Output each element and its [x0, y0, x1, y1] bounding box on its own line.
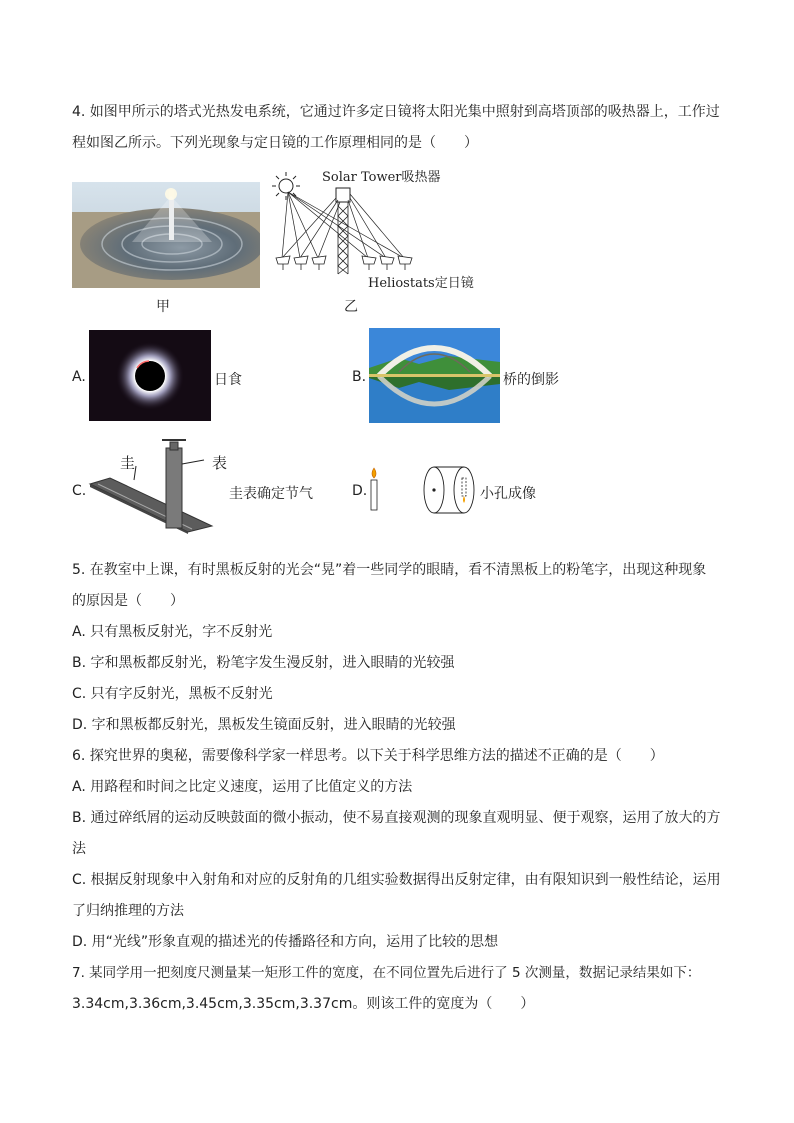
sun-icon	[272, 172, 300, 200]
option-d-letter: D.	[352, 483, 368, 499]
option-b-text: 桥的倒影	[503, 372, 559, 388]
figure-yi-caption: 乙	[344, 299, 358, 315]
q6-option-a: A. 用路程和时间之比定义速度，运用了比值定义的方法	[72, 779, 413, 795]
option-b-letter: B.	[352, 369, 367, 385]
solar-tower-photo	[72, 182, 260, 288]
figure-jia-caption: 甲	[156, 299, 170, 315]
q7-measurements-line: 3.34cm,3.36cm,3.45cm,3.35cm,3.37cm。则该工件的宽度为（ ）	[72, 996, 535, 1012]
q6-option-b-line-2: 法	[72, 841, 86, 857]
q5-option-d: D. 字和黑板都反射光，黑板发生镜面反射，进入眼睛的光较强	[72, 717, 456, 733]
option-c-letter: C.	[72, 483, 87, 499]
q6-option-d: D. 用“光线”形象直观的描述光的传播路径和方向，运用了比较的思想	[72, 934, 499, 950]
option-d-text: 小孔成像	[480, 486, 536, 502]
diagram-heliostats-label: Heliostats定日镜	[368, 276, 474, 291]
option-a-text: 日食	[214, 372, 242, 388]
diagram-solar-tower-label: Solar Tower吸热器	[322, 170, 441, 185]
option-c-text: 圭表确定节气	[229, 486, 313, 502]
q7-stem-line-1: 7. 某同学用一把刻度尺测量某一矩形工件的宽度，在不同位置先后进行了 5 次测量，数据记录结果如下：	[72, 965, 701, 981]
gnomon-gui-label: 圭	[120, 454, 136, 472]
gnomon-illustration	[88, 434, 218, 534]
q5-stem-line-1: 5. 在教室中上课，有时黑板反射的光会“晃”着一些同学的眼睛，看不清黑板上的粉笔字，出现这种现象	[72, 562, 707, 578]
gnomon-biao-label: 表	[212, 454, 228, 472]
q4-stem-line-2: 程如图乙所示。下列光现象与定日镜的工作原理相同的是（ ）	[72, 135, 478, 151]
q6-option-b-line-1: B. 通过碎纸屑的运动反映鼓面的微小振动，使不易直接观测的现象直观明显、便于观察，运用了放大的方	[72, 810, 721, 826]
option-a-letter: A.	[72, 369, 86, 385]
q6-option-c-line-1: C. 根据反射现象中入射角和对应的反射角的几组实验数据得出反射定律，由有限知识到一般性结论，运用	[72, 872, 721, 888]
pinhole-camera-diagram	[366, 464, 478, 516]
q5-option-b: B. 字和黑板都反射光，粉笔字发生漫反射，进入眼睛的光较强	[72, 655, 455, 671]
candle-icon	[371, 480, 377, 510]
q5-option-c: C. 只有字反射光，黑板不反射光	[72, 686, 273, 702]
q4-stem-line-1: 4. 如图甲所示的塔式光热发电系统，它通过许多定日镜将太阳光集中照射到高塔顶部的吸热器上，工作过	[72, 104, 720, 120]
candle-flame-icon	[372, 468, 376, 478]
q5-stem-line-2: 的原因是（ ）	[72, 593, 184, 609]
q6-stem: 6. 探究世界的奥秘，需要像科学家一样思考。以下关于科学思维方法的描述不正确的是（ ）	[72, 748, 664, 764]
q6-option-c-line-2: 了归纳推理的方法	[72, 903, 184, 919]
bridge-reflection-photo	[369, 328, 500, 423]
q5-option-a: A. 只有黑板反射光，字不反射光	[72, 624, 273, 640]
solar-eclipse-photo	[89, 330, 211, 421]
